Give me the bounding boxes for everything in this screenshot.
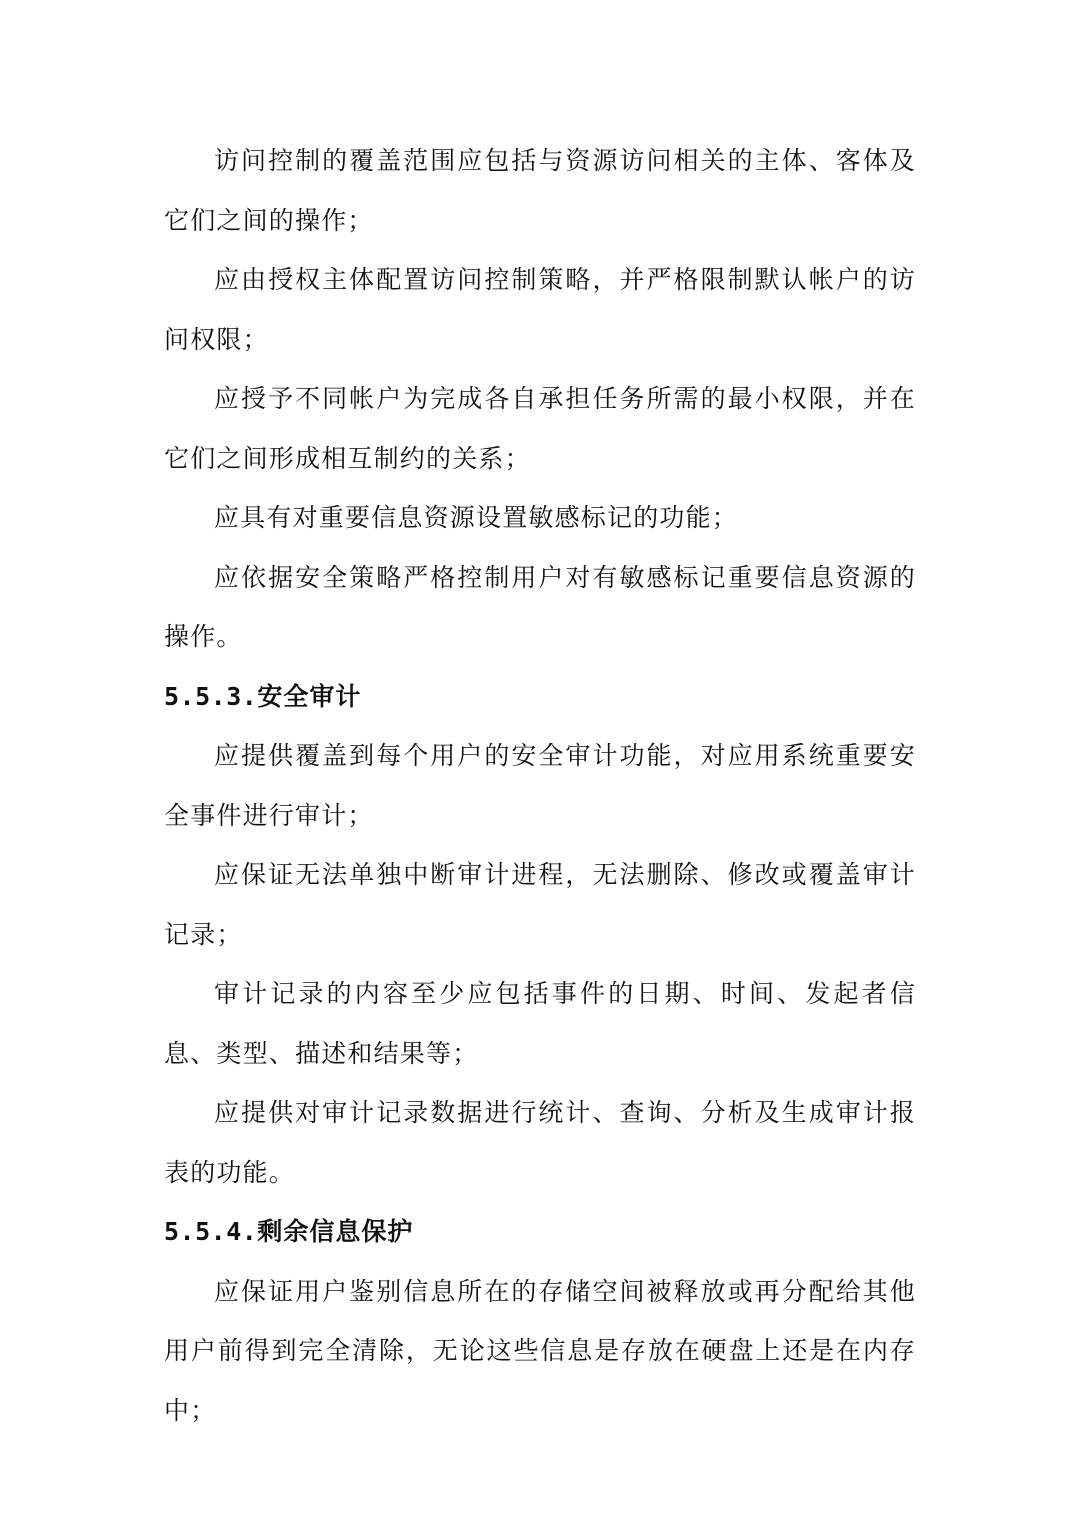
document-body xyxy=(164,131,916,1440)
paragraph-access-control-coverage: 访问控制的覆盖范围应包括与资源访问相关的主体、客体及它们之间的操作； xyxy=(164,146,916,235)
paragraph-least-privilege: 应授予不同帐户为完成各自承担任务所需的最小权限，并在它们之间形成相互制约的关系； xyxy=(164,384,916,473)
paragraph-audit-content: 审计记录的内容至少应包括事件的日期、时间、发起者信息、类型、描述和结果等； xyxy=(164,979,916,1068)
section-heading-5-5-3 xyxy=(164,667,916,727)
paragraph-sensitive-marking: 应具有对重要信息资源设置敏感标记的功能； xyxy=(214,503,739,532)
paragraph-audit-integrity: 应保证无法单独中断审计进程，无法删除、修改或覆盖审计记录； xyxy=(164,860,916,949)
paragraph-audit-coverage: 应提供覆盖到每个用户的安全审计功能，对应用系统重要安全事件进行审计； xyxy=(164,741,916,830)
paragraph-sensitive-control: 应依据安全策略严格控制用户对有敏感标记重要信息资源的操作。 xyxy=(164,562,916,651)
section-heading-5-5-4 xyxy=(164,1202,916,1262)
section-number: 5.5.4. xyxy=(164,1217,258,1246)
paragraph-residual-info-clearing: 应保证用户鉴别信息所在的存储空间被释放或再分配给其他用户前得到完全清除，无论这些信息是存放在硬盘上还是在内存中； xyxy=(164,1276,916,1425)
paragraph-authorized-subject-policy: 应由授权主体配置访问控制策略，并严格限制默认帐户的访问权限； xyxy=(164,265,916,354)
section-number: 5.5.3. xyxy=(164,681,258,711)
section-title: 剩余信息保护 xyxy=(257,1217,414,1246)
section-title: 安全审计 xyxy=(257,681,362,711)
paragraph-audit-reporting: 应提供对审计记录数据进行统计、查询、分析及生成审计报表的功能。 xyxy=(164,1098,916,1187)
